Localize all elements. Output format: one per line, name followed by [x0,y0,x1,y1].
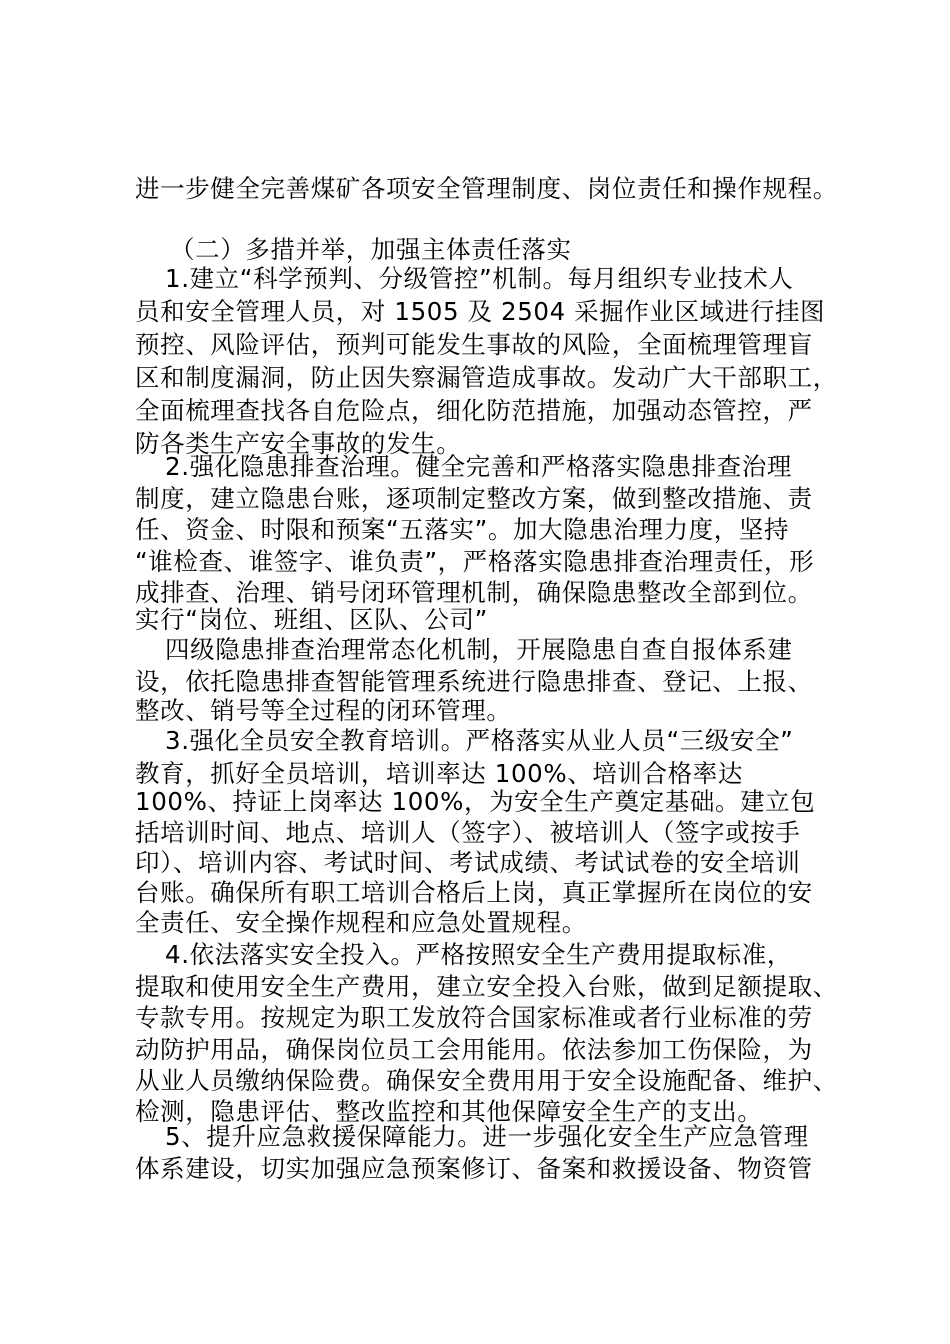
text-line: 员和安全管理人员，对 1505 及 2504 采掘作业区域进行挂图 [135,297,826,326]
section-heading: （二）多措并举，加强主体责任落实 [170,235,572,264]
text-line: 专款专用。按规定为职工发放符合国家标准或者行业标准的劳 [135,1003,813,1032]
text-line: 进一步健全完善煤矿各项安全管理制度、岗位责任和操作规程。 [135,174,838,203]
text-line: 全面梳理查找各自危险点，细化防范措施，加强动态管控，严 [135,396,813,425]
text-line: 1.建立“科学预判、分级管控”机制。每月组织专业技术人 [165,264,794,293]
text-line: 动防护用品，确保岗位员工会用能用。依法参加工伤保险，为 [135,1035,813,1064]
text-line: 从业人员缴纳保险费。确保安全费用用于安全设施配备、维护、 [135,1066,838,1095]
text-line: 实行“岗位、班组、区队、公司” [135,605,488,634]
text-line: 括培训时间、地点、培训人（签字）、被培训人（签字或按手 [135,818,801,847]
text-line: 预控、风险评估，预判可能发生事故的风险，全面梳理管理盲 [135,330,813,359]
text-line: 检测，隐患评估、整改监控和其他保障安全生产的支出。 [135,1097,763,1126]
text-line: 印）、培训内容、考试时间、考试成绩、考试试卷的安全培训 [135,848,801,877]
text-line: “谁检查、谁签字、谁负责”，严格落实隐患排查治理责任，形 [135,547,815,576]
text-line: 设，依托隐患排查智能管理系统进行隐患排查、登记、上报、 [135,667,813,696]
text-line: 区和制度漏洞，防止因失察漏管造成事故。发动广大干部职工， [135,363,838,392]
text-line: 2.强化隐患排查治理。健全完善和严格落实隐患排查治理 [165,452,792,481]
text-line: 教育，抓好全员培训，培训率达 100%、培训合格率达 [135,759,743,788]
text-line: 台账。确保所有职工培训合格后上岗，真正掌握所在岗位的安 [135,878,813,907]
text-line: 3.强化全员安全教育培训。严格落实从业人员“三级安全” [165,726,794,755]
text-line: 全责任、安全操作规程和应急处置规程。 [135,908,587,937]
text-line: 体系建设，切实加强应急预案修订、备案和救援设备、物资管 [135,1154,813,1183]
text-line: 防各类生产安全事故的发生。 [135,429,462,458]
text-line: 制度，建立隐患台账，逐项制定整改方案，做到整改措施、责 [135,484,813,513]
text-line: 成排查、治理、销号闭环管理机制，确保隐患整改全部到位。 [135,578,813,607]
text-line: 整改、销号等全过程的闭环管理。 [135,696,512,725]
text-line: 四级隐患排查治理常态化机制，开展隐患自查自报体系建 [165,635,793,664]
text-line: 100%、持证上岗率达 100%，为安全生产奠定基础。建立包 [135,787,816,816]
text-line: 任、资金、时限和预案“五落实”。加大隐患治理力度，坚持 [135,515,790,544]
text-line: 提取和使用安全生产费用，建立安全投入台账，做到足额提取、 [135,972,838,1001]
text-line: 5、提升应急救援保障能力。进一步强化安全生产应急管理 [165,1122,809,1151]
text-line: 4.依法落实安全投入。严格按照安全生产费用提取标准， [165,940,792,969]
